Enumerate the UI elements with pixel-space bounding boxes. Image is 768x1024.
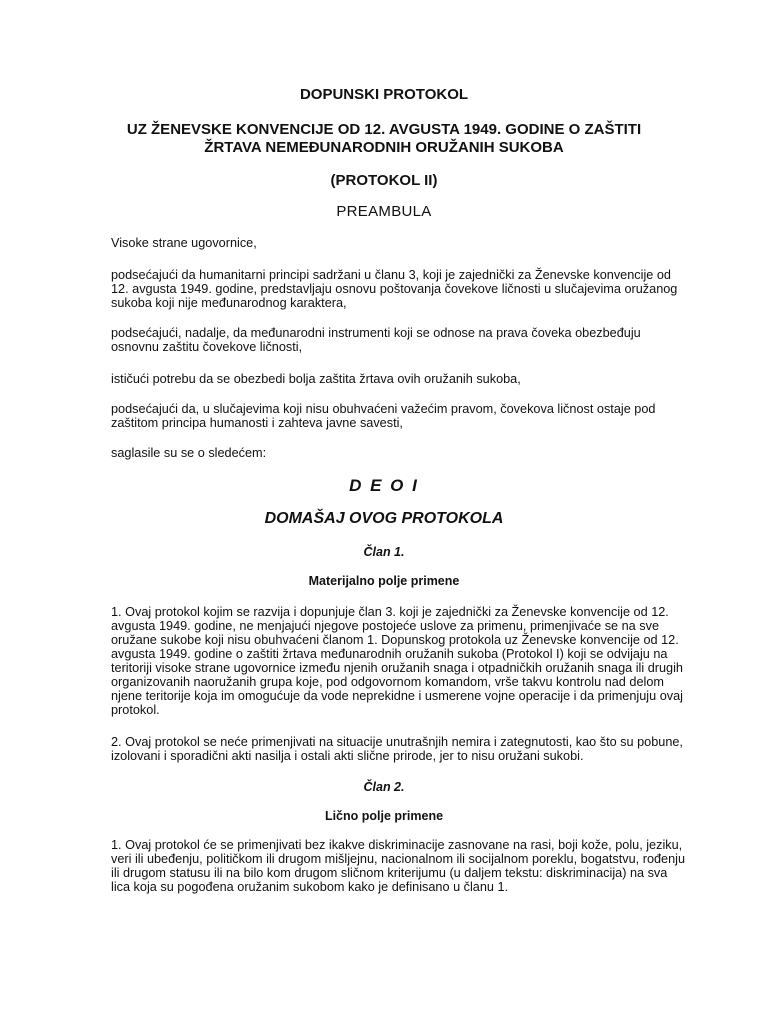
text-line: lica koja su pogođena oružanim sukobom kako je definisano u članu 1.: [111, 880, 509, 894]
text-line: veri ili ubeđenju, političkom ili drugom mišljejnu, nacionalnom ili socijalnom poreklu, bogatstvu, rođenju: [111, 852, 686, 866]
text-line: 2. Ovaj protokol se neće primenjivati na situacije unutrašnjih nemira i zategnutosti, kao što su pobune,: [111, 735, 683, 749]
subtitle-line: UZ ŽENEVSKE KONVENCIJE OD 12. AVGUSTA 1949. GODINE O ZAŠTITI: [126, 121, 642, 138]
text-line: avgusta 1949. godine o zaštiti žrtava međunarodnih oružanih sukoba (Protokol I) koji se odvijaju na: [111, 647, 668, 661]
subtitle-line: ŽRTAVA NEMEĐUNARODNIH ORUŽANIH SUKOBA: [204, 139, 564, 156]
part-title: DOMAŠAJ OVOG PROTOKOLA: [264, 510, 504, 527]
document-title: DOPUNSKI PROTOKOL: [299, 86, 469, 103]
text-line: sukoba koji nije međunarodnog karaktera,: [111, 296, 347, 310]
text-line: podsećajući da, u slučajevima koji nisu obuhvaćeni važećim pravom, čovekova ličnost ostaje pod: [111, 402, 656, 416]
text-line: 1. Ovaj protokol će se primenjivati bez ikakve diskriminacije zasnovane na rasi, boji kože, polu, jeziku,: [111, 838, 683, 852]
text-line: organizovanih naoružanih grupa koje, pod odgovornom komandom, vrše takvu kontrolu nad delom: [111, 675, 664, 689]
text-line: izolovani i sporadični akti nasilja i ostali akti slične prirode, jer to nisu oružani sukobi.: [111, 749, 584, 763]
text-line: protokol.: [111, 703, 160, 717]
article-paragraph: [111, 605, 701, 717]
text-line: 12. avgusta 1949. godine, predstavljaju osnovu poštovanja čovekove ličnosti u slučajevima oružanog: [111, 282, 678, 296]
article-heading: Član 1.: [363, 545, 405, 559]
text-line: zaštitom principa humanosti i zahteva javne savesti,: [111, 416, 403, 430]
text-line: teritoriji visoke strane ugovornice između njenih oružanih snaga i otpadničkih oružanih snaga ili drugih: [111, 661, 683, 675]
text-line: saglasile su se o sledećem:: [111, 446, 267, 460]
text-line: 1. Ovaj protokol kojim se razvija i dopunjuje član 3. koji je zajednički za Ženevske konvencije od 12.: [111, 605, 669, 619]
article-paragraph: [111, 735, 701, 763]
preamble-paragraph: [111, 402, 701, 430]
text-line: osnovnu zaštitu čovekove ličnosti,: [111, 340, 303, 354]
document-subtitle: [0, 121, 768, 157]
preamble-paragraph: [111, 326, 701, 354]
preamble-heading: PREAMBULA: [336, 203, 432, 220]
article-subheading: Materijalno polje primene: [308, 574, 460, 588]
preamble-paragraph: [111, 372, 701, 386]
preamble-paragraph: [111, 236, 701, 250]
text-line: ili drugom statusu ili na bilo kom drugom sličnom kriterijumu (u daljem tekstu: diskriminacija) na sva: [111, 866, 668, 880]
text-line: oružane sukobe koji nisu obuhvaćeni članom 1. Dopunskog protokola uz Ženevske konvencije od 12.: [111, 633, 679, 647]
text-line: Visoke strane ugovornice,: [111, 236, 257, 250]
article-paragraph: [111, 838, 701, 894]
protocol-label: (PROTOKOL II): [330, 172, 438, 189]
text-line: ističući potrebu da se obezbedi bolja zaštita žrtava ovih oružanih sukoba,: [111, 372, 521, 386]
article-subheading: Lično polje primene: [324, 809, 444, 823]
part-heading: D E O I: [349, 476, 419, 495]
text-line: podsećajući, nadalje, da međunarodni instrumenti koji se odnose na prava čoveka obezbeđuju: [111, 326, 641, 340]
preamble-paragraph: [111, 268, 701, 310]
text-line: avgusta 1949. godine, ne menjajući njegove postojeće uslove za primenu, primenjivaće se na sve: [111, 619, 660, 633]
text-line: podsećajući da humanitarni principi sadržani u članu 3, koji je zajednički za Ženevske konvencije od: [111, 268, 671, 282]
preamble-paragraph: [111, 446, 701, 460]
text-line: njene teritorije koja im omogućuje da vode neprekidne i usmerene vojne operacije i da primenjuju ovaj: [111, 689, 683, 703]
article-heading: Član 2.: [363, 780, 405, 794]
